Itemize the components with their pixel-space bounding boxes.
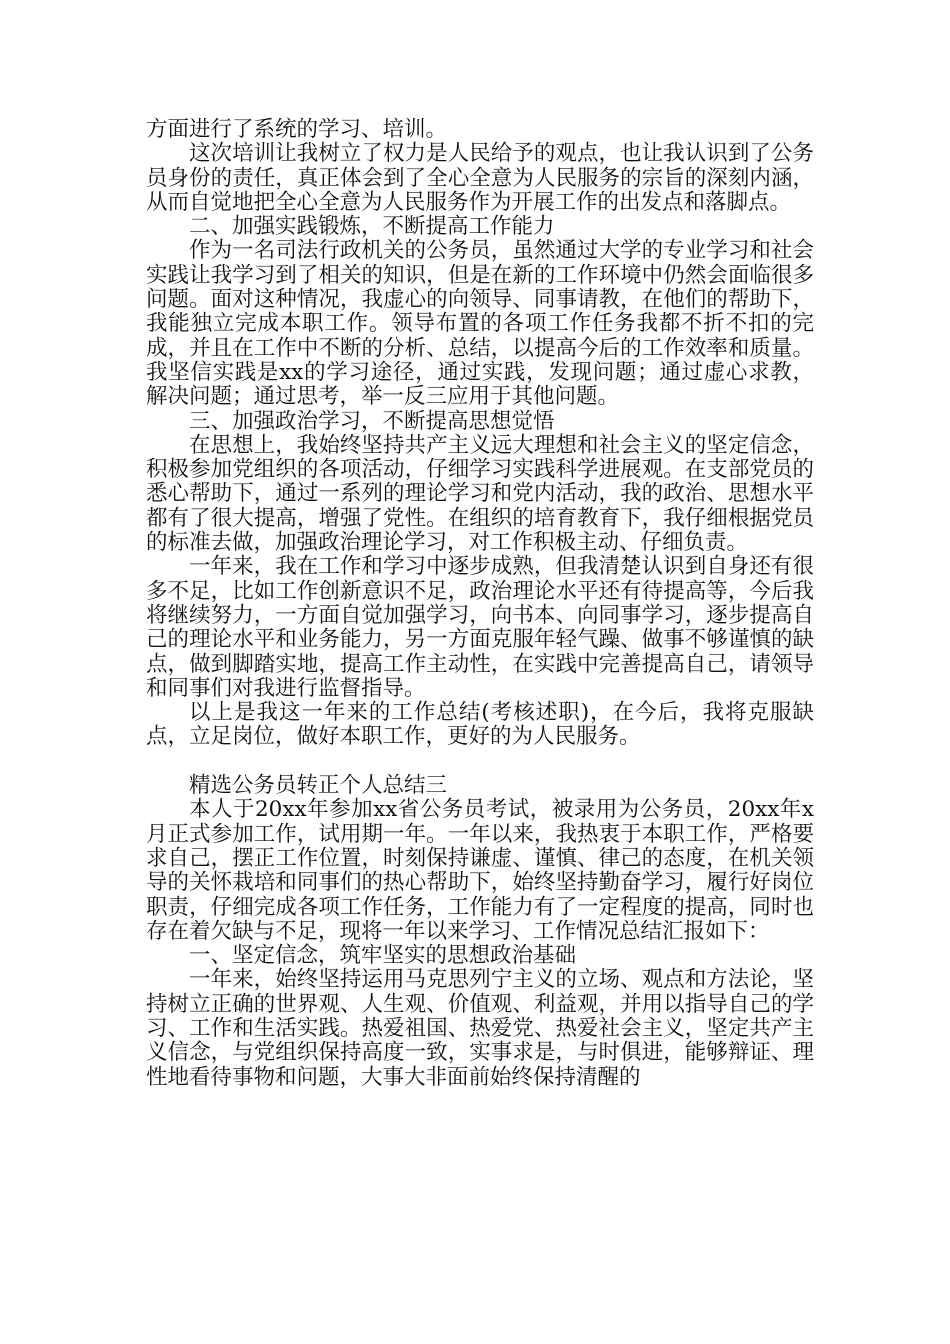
- blank-line: [146, 750, 814, 774]
- paragraph: 以上是我这一年来的工作总结(考核述职)，在今后，我将克服缺点，立足岗位，做好本职工作，更好的为人民服务。: [146, 700, 814, 750]
- paragraph: 这次培训让我树立了权力是人民给予的观点，也让我认识到了公务员身份的责任，真正体会到了全心全意为人民服务的宗旨的深刻内涵，从而自觉地把全心全意为人民服务作为开展工作的出发点和落脚点。: [146, 141, 814, 215]
- paragraph: 方面进行了系统的学习、培训。: [146, 117, 448, 142]
- paragraph: 在思想上，我始终坚持共产主义远大理想和社会主义的坚定信念，积极参加党组织的各项活动，仔细学习实践科学进展观。在支部党员的悉心帮助下，通过一系列的理论学习和党内活动，我的政治、思想水平都有了很大提高，增强了党性。在组织的培育教育下，我仔细根据党员的标准去做，加强政治理论学习，对工作积极主动、仔细负责。: [146, 432, 814, 556]
- paragraph: 本人于20xx年参加xx省公务员考试，被录用为公务员，20xx年x月正式参加工作，试用期一年。一年以来，我热衷于本职工作，严格要求自己，摆正工作位置，时刻保持谦虚、谨慎、律己的态度，在机关领导的关怀栽培和同事们的热心帮助下，始终坚持勤奋学习，履行好岗位职责，仔细完成各项工作任务，工作能力有了一定程度的提高，同时也存在着欠缺与不足，现将一年以来学习、工作情况总结汇报如下：: [146, 797, 814, 944]
- section-heading: 三、加强政治学习，不断提高思想觉悟: [189, 408, 555, 434]
- section-heading: 二、加强实践锻炼，不断提高工作能力: [189, 214, 555, 240]
- section-heading: 一、坚定信念，筑牢坚实的思想政治基础: [189, 943, 577, 969]
- document-title: 精选公务员转正个人总结三: [189, 773, 448, 799]
- paragraph: 一年来，我在工作和学习中逐步成熟，但我清楚认识到自身还有很多不足，比如工作创新意识不足，政治理论水平还有待提高等，今后我将继续努力，一方面自觉加强学习，向书本、向同事学习，逐步提高自己的理论水平和业务能力，另一方面克服年轻气躁、做事不够谨慎的缺点，做到脚踏实地，提高工作主动性，在实践中完善提高自己，请领导和同事们对我进行监督指导。: [146, 554, 814, 701]
- paragraph: 作为一名司法行政机关的公务员，虽然通过大学的专业学习和社会实践让我学习到了相关的知识，但是在新的工作环境中仍然会面临很多问题。面对这种情况，我虚心的向领导、同事请教，在他们的帮助下，我能独立完成本职工作。领导布置的各项工作任务我都不折不扣的完成，并且在工作中不断的分析、总结，以提高今后的工作效率和质量。我坚信实践是xx的学习途径，通过实践，发现问题；通过虚心求教，解决问题；通过思考，举一反三应用于其他问题。: [146, 238, 814, 410]
- document-page: [146, 118, 814, 1090]
- paragraph: 一年来，始终坚持运用马克思列宁主义的立场、观点和方法论，坚持树立正确的世界观、人生观、价值观、利益观，并用以指导自己的学习、工作和生活实践。热爱祖国、热爱党、热爱社会主义，坚定共产主义信念，与党组织保持高度一致，实事求是，与时俱进，能够辩证、理性地看待事物和问题，大事大非面前始终保持清醒的: [146, 967, 814, 1090]
